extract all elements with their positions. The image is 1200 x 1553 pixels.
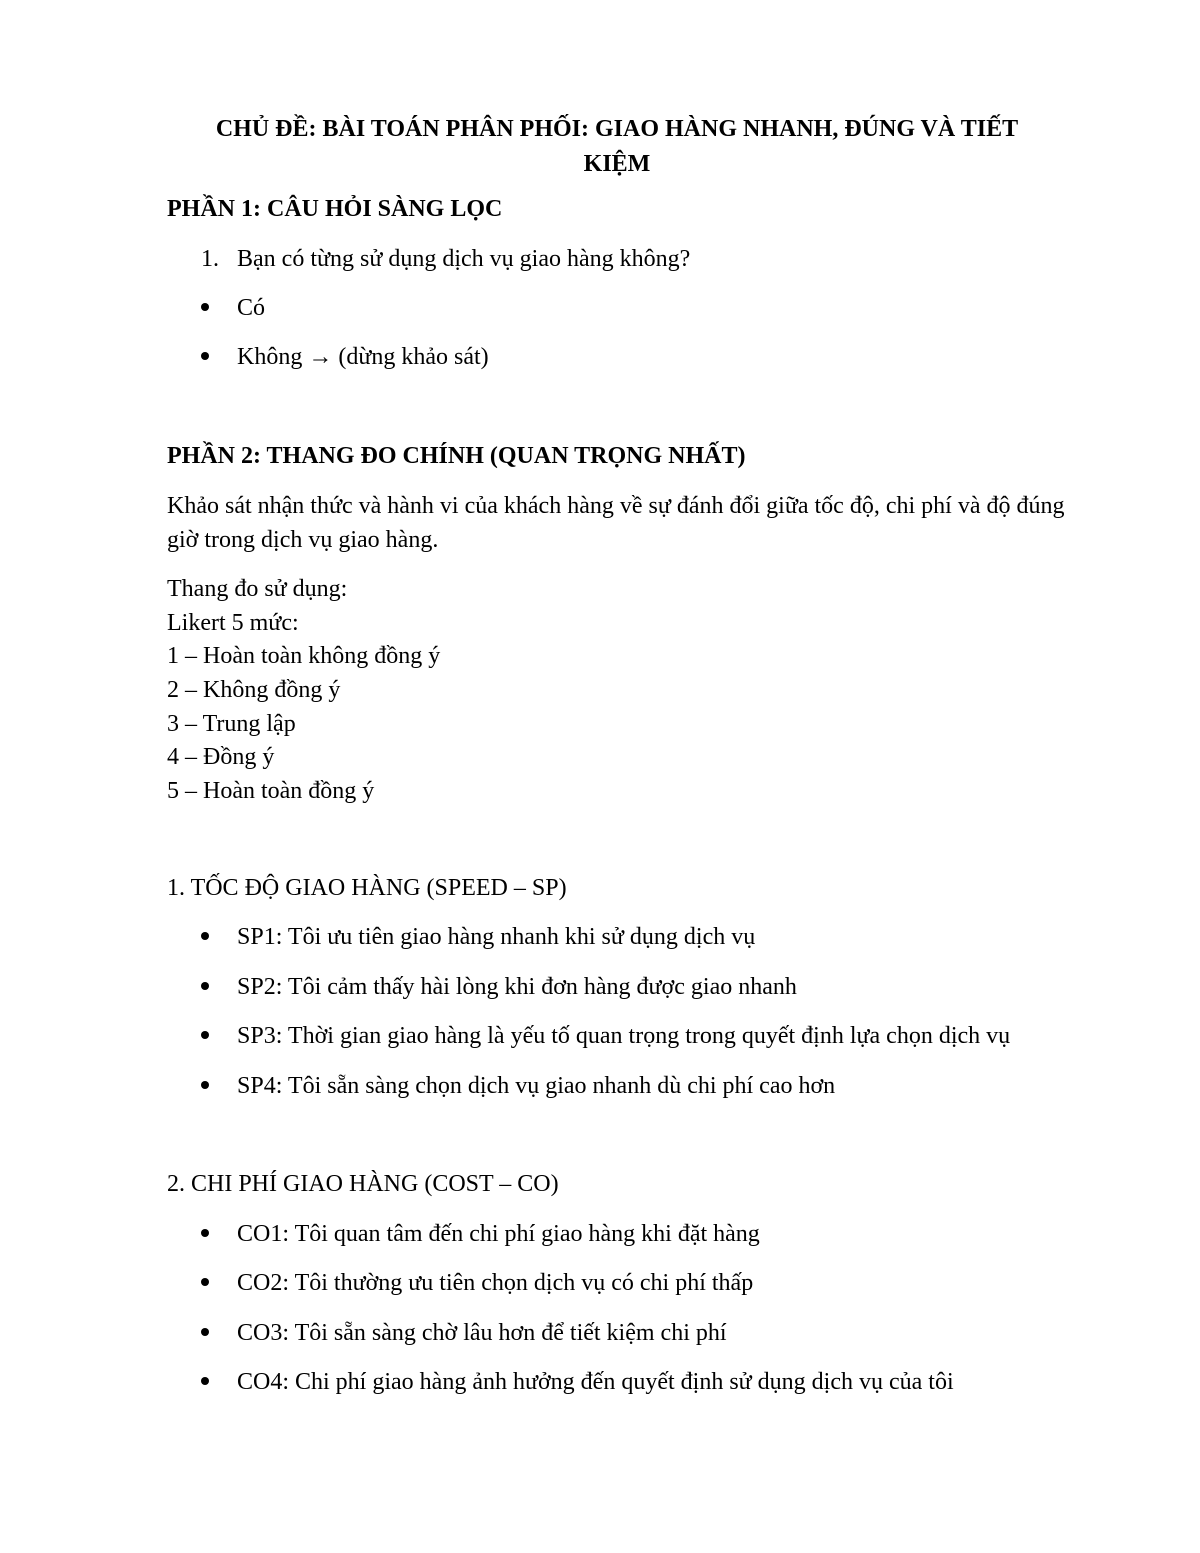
cost-item bbox=[201, 1367, 954, 1397]
item-text: CO1: Tôi quan tâm đến chi phí giao hàng khi đặt hàng bbox=[237, 1221, 760, 1247]
scale-line: 3 – Trung lập bbox=[167, 711, 296, 737]
bullet-icon bbox=[201, 1328, 209, 1336]
item-text: SP2: Tôi cảm thấy hài lòng khi đơn hàng được giao nhanh bbox=[237, 974, 797, 1000]
scale-line: Likert 5 mức: bbox=[167, 610, 299, 636]
bullet-icon bbox=[201, 303, 209, 311]
document-title bbox=[167, 112, 1067, 182]
cost-item bbox=[201, 1318, 727, 1348]
item-text: CO4: Chi phí giao hàng ảnh hưởng đến quyết định sử dụng dịch vụ của tôi bbox=[237, 1369, 954, 1395]
speed-heading: 1. TỐC ĐỘ GIAO HÀNG (SPEED – SP) bbox=[167, 875, 567, 901]
screening-question bbox=[201, 244, 690, 274]
bullet-icon bbox=[201, 352, 209, 360]
bullet-icon bbox=[201, 1377, 209, 1385]
item-text: CO2: Tôi thường ưu tiên chọn dịch vụ có chi phí thấp bbox=[237, 1270, 754, 1296]
bullet-icon bbox=[201, 982, 209, 990]
cost-item bbox=[201, 1219, 760, 1249]
bullet-icon bbox=[201, 1031, 209, 1039]
scale-line: 4 – Đồng ý bbox=[167, 744, 275, 770]
scale-line: 1 – Hoàn toàn không đồng ý bbox=[167, 643, 441, 669]
scale-line: 2 – Không đồng ý bbox=[167, 677, 341, 703]
question-number: 1. bbox=[201, 246, 219, 272]
item-text: CO3: Tôi sẵn sàng chờ lâu hơn để tiết kiệm chi phí bbox=[237, 1320, 727, 1346]
option-item bbox=[201, 342, 489, 372]
bullet-icon bbox=[201, 1229, 209, 1237]
option-item bbox=[201, 293, 265, 323]
part2-heading: PHẦN 2: THANG ĐO CHÍNH (QUAN TRỌNG NHẤT) bbox=[167, 443, 746, 469]
bullet-icon bbox=[201, 1081, 209, 1089]
part1-heading: PHẦN 1: CÂU HỎI SÀNG LỌC bbox=[167, 196, 503, 222]
item-text: SP3: Thời gian giao hàng là yếu tố quan trọng trong quyết định lựa chọn dịch vụ bbox=[237, 1023, 1011, 1049]
scale-line: Thang đo sử dụng: bbox=[167, 576, 348, 602]
title-line-1: CHỦ ĐỀ: BÀI TOÁN PHÂN PHỐI: GIAO HÀNG NHANH, ĐÚNG VÀ TIẾT bbox=[215, 116, 1019, 142]
part2-description: Khảo sát nhận thức và hành vi của khách hàng về sự đánh đổi giữa tốc độ, chi phí và độ đúng giờ trong dịch vụ giao hàng. bbox=[167, 493, 1065, 553]
speed-item bbox=[201, 972, 797, 1002]
item-text: SP4: Tôi sẵn sàng chọn dịch vụ giao nhanh dù chi phí cao hơn bbox=[237, 1073, 836, 1099]
bullet-icon bbox=[201, 1278, 209, 1286]
item-text: SP1: Tôi ưu tiên giao hàng nhanh khi sử dụng dịch vụ bbox=[237, 924, 756, 950]
cost-item bbox=[201, 1268, 753, 1298]
question-text: Bạn có từng sử dụng dịch vụ giao hàng không? bbox=[237, 246, 691, 272]
speed-item bbox=[201, 1071, 835, 1101]
cost-heading: 2. CHI PHÍ GIAO HÀNG (COST – CO) bbox=[167, 1171, 559, 1197]
speed-item bbox=[201, 1021, 1010, 1051]
speed-item bbox=[201, 922, 755, 952]
scale-line: 5 – Hoàn toàn đồng ý bbox=[167, 778, 375, 804]
option-text: Có bbox=[237, 295, 266, 321]
title-line-2: KIỆM bbox=[583, 151, 651, 177]
option-text: Không → (dừng khảo sát) bbox=[237, 344, 489, 370]
bullet-icon bbox=[201, 932, 209, 940]
